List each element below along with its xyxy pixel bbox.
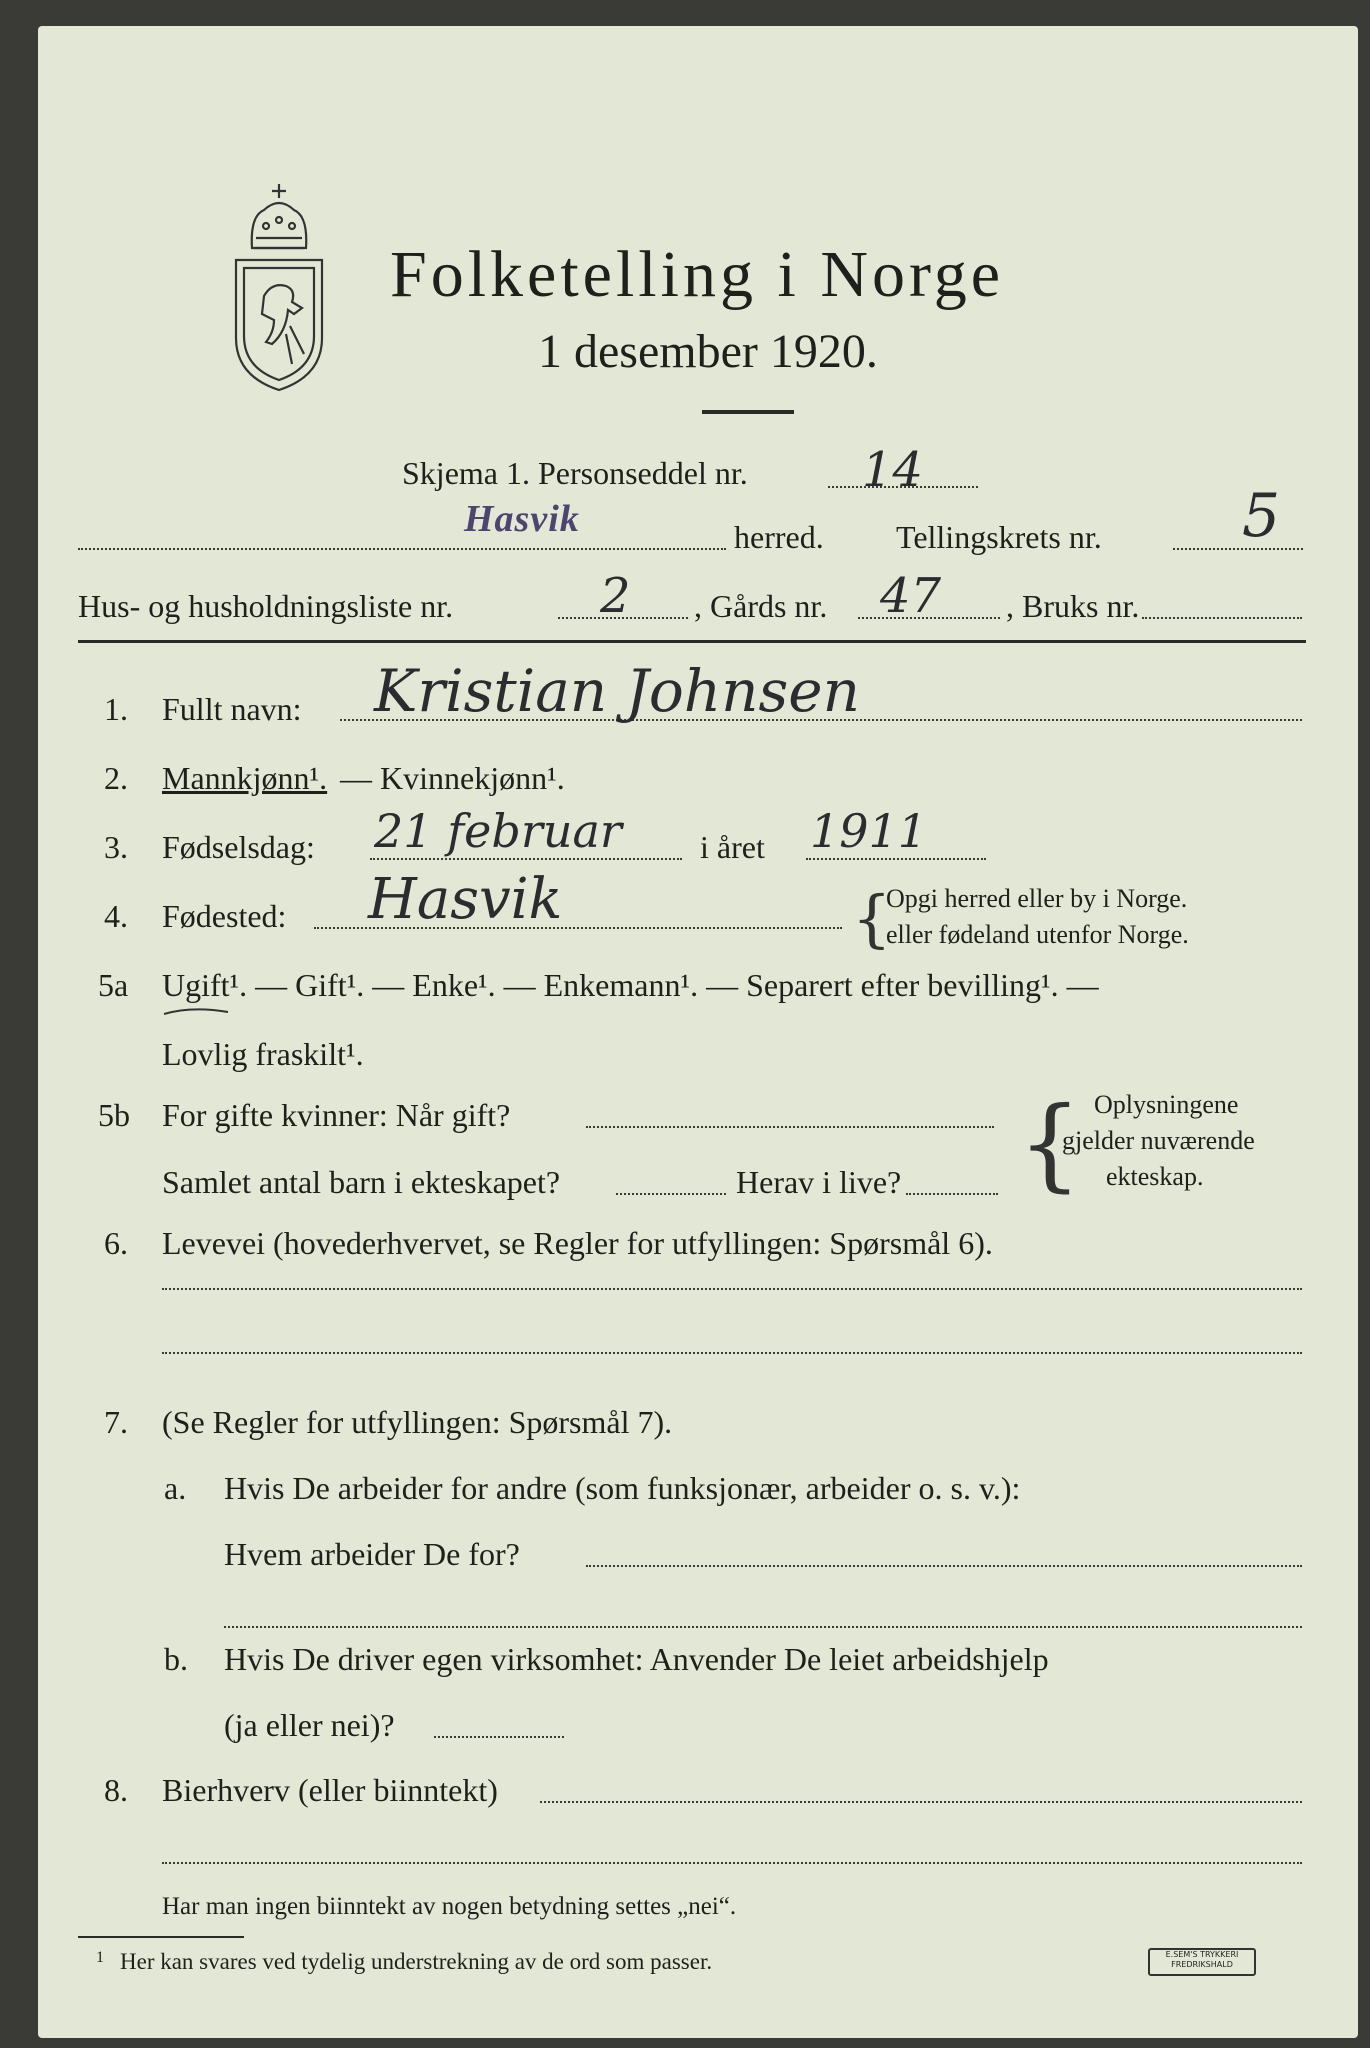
q6-number: 6. (104, 1225, 128, 1261)
schema-label: Skjema 1. Personseddel nr. (402, 455, 748, 491)
tellingskrets-label: Tellingskrets nr. (896, 519, 1102, 555)
q7a-label: Hvis De arbeider for andre (som funksjonær, arbeider o. s. v.): (224, 1470, 1021, 1506)
children-total-field[interactable] (616, 1193, 726, 1195)
livelihood-field-2[interactable] (162, 1352, 1302, 1354)
q4-number: 4. (104, 898, 128, 934)
q5b-note-1: Oplysningene (1094, 1090, 1239, 1119)
employer-field-2[interactable] (224, 1626, 1302, 1628)
q3-number: 3. (104, 829, 128, 865)
q5b-brace: { (1018, 1085, 1082, 1202)
birth-year-value: 1911 (810, 804, 928, 858)
husholdningsliste-label: Hus- og husholdningsliste nr. (78, 588, 454, 624)
gards-value: 47 (880, 568, 942, 624)
full-name-value: Kristian Johnsen (374, 657, 860, 725)
form-title: Folketelling i Norge (390, 238, 1005, 311)
q7b-label: Hvis De driver egen virksomhet: Anvender De leiet arbeidshjelp (224, 1641, 1049, 1677)
q5b-label-3: Herav i live? (736, 1164, 902, 1200)
q4-note-2: eller fødeland utenfor Norge. (886, 920, 1189, 949)
q5b-number: 5b (98, 1097, 130, 1133)
q5a-number: 5a (98, 967, 129, 1003)
q4-brace: { (852, 882, 892, 955)
livelihood-field-1[interactable] (162, 1288, 1302, 1290)
herred-field[interactable] (78, 548, 726, 550)
q7b-label-2: (ja eller nei)? (224, 1707, 395, 1743)
printer-mark (1148, 1948, 1256, 1976)
side-income-field-2[interactable] (162, 1862, 1302, 1864)
q5b-label-2: Samlet antal barn i ekteskapet? (162, 1164, 561, 1200)
census-date: 1 desember 1920. (538, 325, 878, 378)
birth-year-field[interactable] (806, 858, 986, 860)
title-divider (702, 410, 794, 414)
q3-label: Fødselsdag: (162, 829, 315, 865)
footnote-marker: 1 (96, 1949, 104, 1966)
q7a-letter: a. (164, 1470, 187, 1506)
husholdningsliste-value: 2 (600, 568, 631, 624)
bruks-label: , Bruks nr. (1006, 588, 1140, 624)
q5b-label-1: For gifte kvinner: Når gift? (162, 1097, 511, 1133)
herred-label: herred. (734, 519, 824, 555)
birthplace-value: Hasvik (368, 867, 563, 932)
tellingskrets-value: 5 (1242, 481, 1281, 551)
side-income-field[interactable] (540, 1801, 1302, 1803)
q2-number: 2. (104, 760, 128, 796)
q6-label: Levevei (hovederhvervet, se Regler for utfyllingen: Spørsmål 6). (162, 1225, 993, 1261)
q2-kvinnekjonn: — Kvinnekjønn¹. (340, 760, 565, 796)
q5a-options-cont: Lovlig fraskilt¹. (162, 1036, 364, 1072)
personseddel-value: 14 (862, 442, 924, 498)
printer-mark-text: E.SEM'S TRYKKERI FREDRIKSHALD (1165, 1950, 1239, 1969)
tellingskrets-field[interactable] (1173, 548, 1303, 550)
employer-field[interactable] (586, 1565, 1302, 1567)
q3-year-label: i året (700, 829, 765, 865)
ugift-underline (162, 1004, 232, 1018)
children-alive-field[interactable] (906, 1193, 998, 1195)
herred-stamp: Hasvik (464, 498, 580, 540)
q1-label: Fullt navn: (162, 691, 302, 727)
q5b-note-3: ekteskap. (1106, 1162, 1204, 1191)
q2-mannkjonn: Mannkjønn¹. (162, 760, 328, 796)
census-form (38, 26, 1358, 2038)
income-note: Har man ingen biinntekt av nogen betydning settes „nei“. (162, 1893, 737, 1920)
q4-label: Fødested: (162, 898, 287, 934)
hired-help-field[interactable] (434, 1736, 564, 1738)
footnote-text: Her kan svares ved tydelig understrekning av de ord som passer. (120, 1949, 713, 1974)
bruks-field[interactable] (1142, 617, 1302, 619)
birthday-field[interactable] (370, 858, 682, 860)
q7-number: 7. (104, 1404, 128, 1440)
q4-note-1: Opgi herred eller by i Norge. (886, 884, 1188, 913)
married-when-field[interactable] (586, 1126, 994, 1128)
q8-label: Bierhverv (eller biinntekt) (162, 1772, 498, 1808)
q5a-options: Ugift¹. — Gift¹. — Enke¹. — Enkemann¹. — Separert efter bevilling¹. — (162, 967, 1099, 1003)
q1-number: 1. (104, 691, 128, 727)
coat-of-arms-icon (224, 176, 334, 396)
footnote-rule (78, 1936, 244, 1938)
q7b-letter: b. (164, 1641, 188, 1677)
q7a-label-2: Hvem arbeider De for? (224, 1536, 520, 1572)
q7-label: (Se Regler for utfyllingen: Spørsmål 7). (162, 1404, 673, 1440)
birthday-value: 21 februar (374, 804, 622, 858)
q5b-note-2: gjelder nuværende (1062, 1126, 1255, 1155)
header-rule (78, 640, 1306, 643)
gards-label: , Gårds nr. (694, 588, 828, 624)
q8-number: 8. (104, 1772, 128, 1808)
